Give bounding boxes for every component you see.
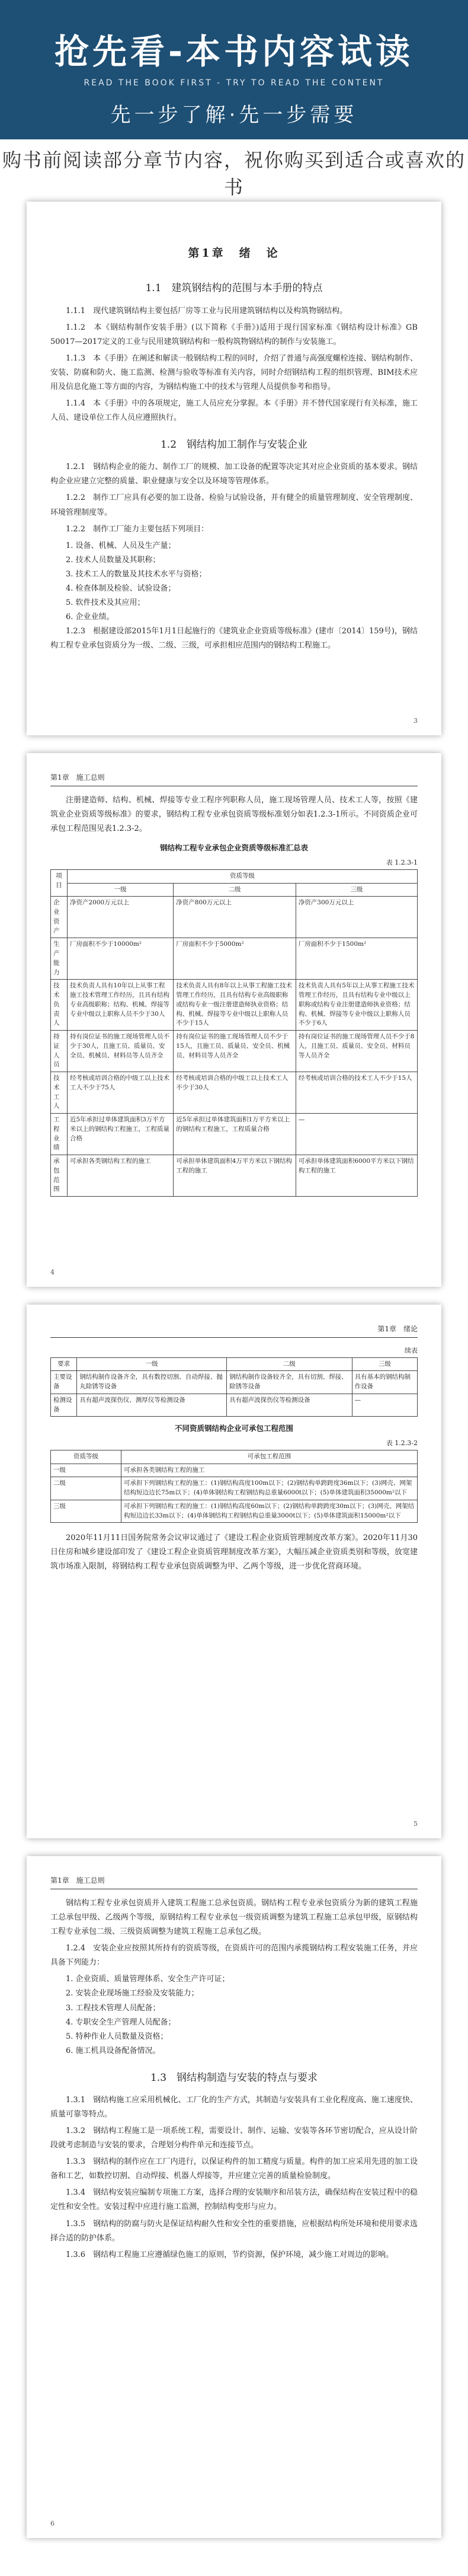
table-cell: 技术负责人具有10年以上从事工程施工技术管理工作经历，且具有结构专业高级职称；结构、机械、焊接等专业中级以上职称人员不少于30人 [67,980,173,1031]
table-cell: 经考核或培训合格的中级工以上技术工人不少于75人 [67,1072,173,1114]
table-cell: 具有基本的钢结构制作设备 [352,1371,417,1394]
paragraph: 1.3.5 钢结构的防腐与防火是保证结构耐久性和安全性的重要措施，应根据结构所处环境和使用要求选择合适的防护体系。 [50,2219,418,2243]
table-number: 表 1.2.3-2 [386,1439,418,1448]
list-item: 5. 软件技术及其应用； [66,598,145,607]
table-header: 资质等级 [51,1450,121,1464]
table-row [51,938,418,980]
table-row [51,1477,418,1500]
top-banner [0,0,468,139]
table-number: 表 1.2.3-1 [386,859,418,867]
table-row [51,1500,418,1523]
book-page-1 [27,202,441,735]
table-header: 三级 [352,1357,417,1371]
table-cell: 可承担下列钢结构工程的施工：(1)钢结构高度100m以下；(2)钢结构单跨跨度36m以下；(3)网壳、网架结构短边边长75m以下；(4)单体钢结构工程钢结构总重量6000t以下；(5)单体建筑面积35000m²以下 [121,1477,418,1500]
table-row [51,1072,418,1114]
table-cell: 可承担下列钢结构工程的施工：(1)钢结构高度60m以下；(2)钢结构单跨跨度30m以下；(3)网壳、网架结构短边边长33m以下；(4)单体钢结构工程钢结构总重量3000t以下；(5)单体建筑面积15000m²以下 [121,1500,418,1523]
paragraph: 1.3.6 钢结构工程施工应遵循绿色施工的原则，节约资源，保护环境，减少施工对周边的影响。 [66,2250,394,2259]
paragraph: 2020年11月11日国务院常务会议审议通过了《建设工程企业资质管理制度改革方案》。2020年11月30日住房和城乡建设部印发了《建设工程企业资质管理制度改革方案》，大幅压减企业资质类别和等级，放宽建筑市场准入限制，将钢结构工程专业承包资质调整为甲、乙两个等级，进一步优化营商环境。 [50,1534,418,1571]
list-item: 2. 技术人员数量及其职称； [66,555,161,565]
list-item: 6. 企业业绩。 [66,612,114,621]
list-item: 3. 工程技术管理人员配备； [66,2003,161,2013]
paragraph: 注册建造师、结构、机械、焊接等专业工程序列职称人员，施工现场管理人员、技术工人等，按照《建筑业企业资质等级标准》的要求，钢结构工程专业承包资质等级标准划分如表1.2.3-1所示。不同资质企业可承包工程范围见表1.2.3-2。 [50,796,418,834]
intro-text: 购书前阅读部分章节内容，祝你购买到适合或喜欢的书 [2,149,466,199]
table-cell: 净资产300万元以上 [296,897,417,938]
table-cell: 可承担单体建筑面积6000平方米以下钢结构工程的施工 [296,1155,417,1197]
table-header: 项目 [51,869,68,897]
table-cell: 厂房面积不少于10000m² [67,938,173,980]
table-cell: 企业资产 [51,897,68,938]
table-cell: 工程业绩 [51,1114,68,1155]
list-item: 5. 特种作业人员数量及资格； [66,2032,168,2041]
scope-table [50,1450,418,1523]
running-head: 第1章 绪论 [50,1322,418,1338]
banner-tagline: 先一步了解·先一步需要 [110,103,358,127]
paragraph: 1.2.1 钢结构企业的能力、制作工厂的规模、加工设备的配置等决定其对应企业资质的基本要求。钢结构企业应建立完整的质量、职业健康与安全以及环境等管理体系。 [50,463,418,486]
running-head: 第1章 施工总则 [50,771,418,786]
paragraph: 1.2.2 制作工厂能力主要包括下列项目： [66,524,209,534]
table-cell: 净资产2000万元以上 [67,897,173,938]
chapter-title: 第1章 绪 论 [188,247,280,260]
table-row [51,1371,418,1394]
list-item: 4. 专职安全生产管理人员配备； [66,2017,176,2027]
table-cell: 经考核或培训合格的中级工以上技术工人不少于30人 [174,1072,296,1114]
table-cell: 持有岗位证书的施工现场管理人员不少于8人，且施工员、质量员、安全员、材料员等人员齐全 [296,1031,417,1072]
running-head: 第1章 施工总则 [50,1874,418,1889]
paragraph: 1.3.1 钢结构施工应采用机械化、工厂化的生产方式，其制造与安装具有工业化程度高、施工速度快、质量可靠等特点。 [50,2096,418,2119]
intro-block [0,145,468,210]
paragraph: 1.2.2 制作工厂应具有必要的加工设备、检验与试验设备，并有健全的质量管理制度、安全管理制度、环境管理制度等。 [50,493,418,517]
table-cell: 厂房面积不少于1500m² [296,938,417,980]
table-cell: 经考核或培训合格的技术工人不少于15人 [296,1072,417,1114]
banner-subtitle-en: READ THE BOOK FIRST - TRY TO READ THE CONTENT [84,78,384,88]
table-title: 钢结构工程专业承包企业资质等级标准汇总表 [159,843,308,853]
list-item: 1. 设备、机械、人员及生产量； [66,541,176,550]
book-page-4 [27,1856,441,2538]
table-row [51,1114,418,1155]
paragraph: 1.2.3 根据建设部2015年1月1日起施行的《建筑业企业资质等级标准》(建市〔2014〕159号)，钢结构工程专业承包资质分为一级、二级、三级，可承担相应范围内的钢结构工程施工。 [50,626,418,650]
page-number: 6 [50,2519,55,2527]
table-header: 二级 [174,883,296,897]
table-row [51,980,418,1031]
table-cell: 净资产800万元以上 [174,897,296,938]
table-cell: 近5年承担过单体建筑面积3万平方米以上的钢结构工程施工，工程质量合格 [67,1114,173,1155]
table-cell: 钢结构制作设备较齐全，具有切割、焊接、除锈等设备 [227,1371,352,1394]
list-item: 3. 技术工人的数量及其技术水平与资格； [66,569,207,579]
table-row [51,1394,418,1417]
table-cell: 近5年承担过单体建筑面积1万平方米以上的钢结构工程施工，工程质量合格 [174,1114,296,1155]
list-item: 2. 安装企业现场施工经验及安装能力； [66,1989,199,1998]
list-item: 4. 检查体制及检验、试验设备； [66,584,176,593]
section-title: 1.3 钢结构制造与安装的特点与要求 [150,2071,318,2084]
table-cell: 持有岗位证书的施工现场管理人员不少于30人，且施工员、质量员、安全员、机械员、材料员等人员齐全 [67,1031,173,1072]
table-cell: 技术负责人具有5年以上从事工程施工技术管理工作经历，且具有结构专业中级以上职称或结构专业注册建造师执业资格；结构、机械、焊接等专业中级以上职称人员不少于6人 [296,980,417,1031]
table-title: 不同资质钢结构企业可承包工程范围 [174,1424,293,1433]
paragraph: 1.3.2 钢结构工程施工是一项系统工程，需要设计、制作、运输、安装等各环节密切配合，应从设计阶段就考虑制造与安装的要求，合理划分构件单元和连接节点。 [50,2127,418,2150]
paragraph: 1.1.4 本《手册》中的各项规定，施工人员应充分掌握。本《手册》并不替代国家现行有关标准，施工人员、建设单位工作人员应遵照执行。 [50,398,418,422]
table-cell: 检测设备 [51,1394,77,1417]
table-cell: 生产能力 [51,938,68,980]
table-cell: 具有超声波探伤仪、测厚仪等检测设备 [77,1394,227,1417]
table-row [51,1031,418,1072]
table-header: 一级 [77,1357,227,1371]
table-cell: 钢结构制作设备齐全，具有数控切割、自动焊接、抛丸除锈等设备 [77,1371,227,1394]
table-row [51,897,418,938]
table-cell: — [352,1394,417,1417]
paragraph: 钢结构工程专业承包资质并入建筑工程施工总承包资质。钢结构工程专业承包资质分为新的建筑工程施工总承包甲级、乙级两个等级，原钢结构工程专业承包一级资质调整为建筑工程施工总承包甲级，原钢结构工程专业承包二级、三级资质调整为建筑工程施工总承包乙级。 [50,1899,418,1937]
table-header: 二级 [227,1357,352,1371]
table-header: 三级 [296,883,417,897]
table-cell: 二级 [51,1477,121,1500]
table-header: 可承包工程范围 [121,1450,418,1464]
paragraph: 1.1.2 本《钢结构制作安装手册》(以下简称《手册》)适用于现行国家标准《钢结构设计标准》GB 50017—2017定义的工业与民用建筑钢结构和一般构筑物钢结构的制作与安装施工。 [50,323,418,346]
table-cell: 持证人员 [51,1031,68,1072]
table-cell: 技术负责人具有8年以上从事工程施工技术管理工作经历，且具有结构专业高级职称或结构专业一级注册建造师执业资格；结构、机械、焊接等专业中级以上职称人员不少于15人 [174,980,296,1031]
book-page-2 [27,753,441,1287]
qualification-table [50,869,418,1197]
section-title: 1.2 钢结构加工制作与安装企业 [160,438,308,451]
table-cell: 一级 [51,1464,121,1477]
table-header: 要求 [51,1357,77,1371]
table-row [51,1464,418,1477]
qualification-table-continued [50,1357,418,1417]
paragraph: 1.1.3 本《手册》在阐述和解读一般钢结构工程的同时，介绍了普通与高强度螺栓连接、钢结构制作、安装、防腐和防火、施工监测、检测与验收等标准有关内容，同时介绍钢结构工程的组织管理、BIM技术应用及信息化施工等方面的内容，为钢结构施工中的技术与管理人员提供参考和指导。 [50,353,418,391]
list-item: 1. 企业资质、质量管理体系、安全生产许可证； [66,1975,230,1984]
table-cell: — [296,1114,417,1155]
section-title: 1.1 建筑钢结构的范围与本手册的特点 [145,282,323,295]
table-cell: 主要设备 [51,1371,77,1394]
table-cell: 厂房面积不少于5000m² [174,938,296,980]
table-cell: 三级 [51,1500,121,1523]
paragraph: 1.1.1 现代建筑钢结构主要包括厂房等工业与民用建筑钢结构以及构筑物钢结构。 [66,306,348,315]
paragraph: 1.3.4 钢结构安装应编制专项施工方案，选择合理的安装顺序和吊装方法，确保结构在安装过程中的稳定性和安全性。安装过程中应进行施工监测，控制结构变形与应力。 [50,2188,418,2212]
banner-title: 抢先看-本书内容试读 [54,31,414,72]
table-cell: 可承担各类钢结构工程的施工 [121,1464,418,1477]
continued-label: 续表 [405,1347,418,1355]
table-cell: 承包范围 [51,1155,68,1197]
table-cell: 技术负责人 [51,980,68,1031]
table-cell: 技术工人 [51,1072,68,1114]
book-page-3 [27,1305,441,1838]
list-item: 6. 施工机具设备配备情况。 [66,2046,161,2055]
table-header: 资质等级 [67,869,417,883]
table-header: 一级 [67,883,173,897]
page-number: 3 [413,716,418,725]
paragraph: 1.3.3 钢结构的制作应在工厂内进行，以保证构件的加工精度与质量。构件的加工应采用先进的加工设备和工艺，如数控切割、自动焊接、机器人焊接等，并应建立完善的质量检验制度。 [50,2157,418,2181]
table-cell: 持有岗位证书的施工现场管理人员不少于15人，且施工员、质量员、安全员、机械员、材料员等人员齐全 [174,1031,296,1072]
page-number: 4 [50,1268,55,1276]
table-row [51,1155,418,1197]
table-cell: 可承担各类钢结构工程的施工 [67,1155,173,1197]
table-cell: 可承担单体建筑面积4万平方米以下钢结构工程的施工 [174,1155,296,1197]
paragraph: 1.2.4 安装企业应按照其所持有的资质等级，在资质许可的范围内承揽钢结构工程安装施工任务，并应具备下列能力： [50,1944,418,1968]
table-cell: 具有超声波探伤仪等检测设备 [227,1394,352,1417]
page-number: 5 [413,1819,418,1828]
